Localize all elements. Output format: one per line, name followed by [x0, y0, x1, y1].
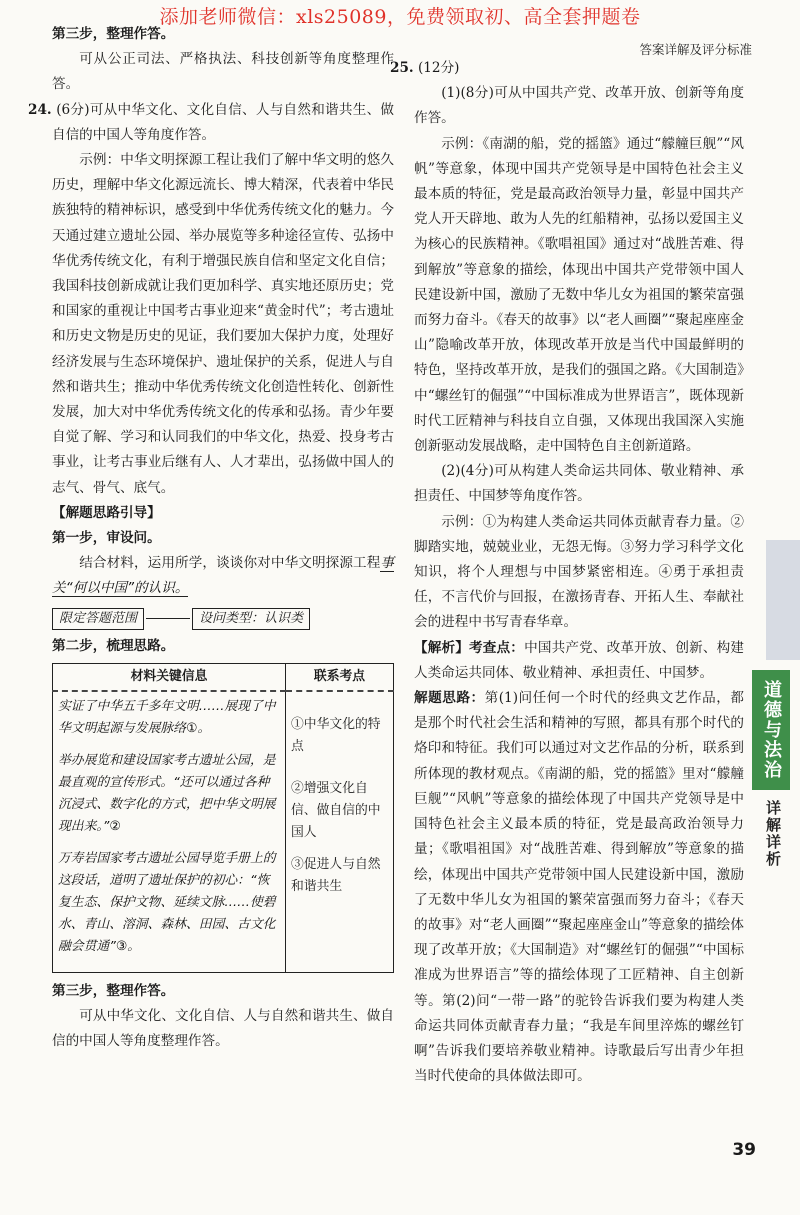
question-25	[390, 56, 744, 81]
kaodian-text: 中国共产党、改革开放、创新、构建人类命运共同体、敬业精神、承担责任、中国梦。	[414, 639, 745, 681]
example-paragraph: 示例：①为构建人类命运共同体贡献青春力量。②脚踏实地，兢兢业业，无怨无悔。③努力学习科学文化知识，将个人理想与中国梦紧密相连。④勇于承担责任，不言代价与回报，在激扬青春、开拓人生、奉献社会的进程中书写青春华章。	[414, 513, 744, 631]
question-number: 25.	[390, 60, 414, 76]
paragraph: 可从公正司法、严格执法、科技创新等角度整理作答。	[52, 51, 394, 93]
prompt-text: 结合材料，运用所学，谈谈你对中华文明探源工程	[79, 555, 381, 572]
example-paragraph: 示例：中华文明探源工程让我们了解中华文明的悠久历史，理解中华文化源远流长、博大精深，代表着中华民族独特的精神标识，感受到中华优秀传统文化的魅力。今天通过建立遗址公园、举办展览等多种途径宣传、弘扬中华优秀传统文化，有利于增强民族自信和坚定文化自信；我国科技创新成就让我们更加科学、真实地还原历史；党和国家的重视让中国考古事业迎来“黄金时代”；考古遗址和历史文物是历史的见证，我们要加大保护力度，处理好经济发展与生态环境保护、遗址保护的关系，促进人与自然和谐共生；推动中华优秀传统文化创造性转化、创新性发展，加大对中华优秀传统文化的传承和弘扬。青少年要自觉了解、学习和认同我们的中华文化，热爱、投身考古事业，让考古事业后继有人、人才辈出，弘扬做中国人的志气、骨气、底气。	[52, 152, 394, 496]
point-item: ③促进人与自然和谐共生	[291, 856, 381, 894]
side-strip	[766, 540, 800, 660]
analysis-kaodian	[414, 636, 744, 686]
step-title: 第二步，梳理思路。	[52, 637, 175, 654]
question-24	[28, 98, 394, 148]
step-title: 第三步，整理作答。	[52, 26, 175, 42]
left-column	[28, 22, 394, 1054]
annotation-boxes	[52, 608, 394, 630]
kaodian-label: 考查点：	[469, 639, 525, 656]
question-prompt	[52, 551, 394, 601]
analysis-label: 【解析】	[414, 639, 470, 656]
connector-line	[146, 618, 190, 619]
table-header: 联系考点	[286, 663, 394, 691]
step-title: 第一步，审设问。	[52, 530, 161, 547]
header-title: 答案详解及评分标准	[639, 42, 752, 57]
guide-title: 【解题思路引导】	[52, 504, 161, 521]
paragraph: (1)(8分)可从中国共产党、改革开放、创新等角度作答。	[414, 85, 744, 127]
table-header: 材料关键信息	[53, 663, 286, 691]
paragraph: (2)(4分)可从构建人类命运共同体、敬业精神、承担责任、中国梦等角度作答。	[414, 463, 744, 505]
question-text: (6分)可从中华文化、文化自信、人与自然和谐共生、做自信的中国人等角度作答。	[52, 101, 394, 143]
step-title: 第三步，整理作答。	[52, 982, 175, 999]
page-number: 39	[732, 1140, 756, 1160]
silu-text: 第(1)问任何一个时代的经典文艺作品，都是那个时代社会生活和精神的写照，都具有那个时代的烙印和特征。我们可以通过对文艺作品的分析，联系到所体现的教材观点。《南湖的船，党的摇篮》里对“艨艟巨舰”“风帆”等意象的描绘体现了中国共产党领导是中国特色社会主义最本质的特征，党是最高政治领导力量；《歌唱祖国》对“战胜苦难、得到解放”等意象的描绘，体现出中国共产党带领中国人民建设新中国，激励了无数中华儿女为祖国的繁荣富强而努力奋斗；《春天的故事》对“老人画圈”“聚起座座金山”等意象的描绘体现了改革开放；《大国制造》对“螺丝钉的倔强”“中国标准成为世界语言”等的描绘体现了工匠精神、自主创新等。第(2)问“一带一路”的驼铃告诉我们要为构建人类命运共同体贡献青春力量；“我是车间里淬炼的螺丝钉啊”告诉我们要培养敬业精神。诗歌最后写出青少年担当时代使命的具体做法即可。	[414, 690, 744, 1085]
subject-tab: 道德与法治	[752, 670, 790, 790]
key-info-table	[52, 663, 394, 973]
info-item: 实证了中华五千多年文明……展现了中华文明起源与发展脉络①。	[58, 698, 276, 736]
point-item: ①中华文化的特点	[291, 716, 381, 754]
point-item: ②增强文化自信、做自信的中国人	[291, 780, 381, 840]
question-number: 24.	[28, 101, 52, 118]
watermark-text: 添加老师微信：xls25089，免费领取初、高全套押题卷	[159, 6, 641, 28]
type-box: 设问类型：认识类	[192, 608, 310, 630]
paragraph: 可从中华文化、文化自信、人与自然和谐共生、做自信的中国人等角度整理作答。	[52, 1008, 394, 1050]
range-box: 限定答题范围	[52, 608, 144, 630]
info-item: 举办展览和建设国家考古遗址公园，是最直观的宣传形式。“还可以通过各种沉浸式、数字化的方式，把中华文明展现出来。”②	[58, 752, 276, 834]
table-cell-points	[286, 691, 394, 973]
silu-label: 解题思路：	[414, 690, 485, 707]
right-column	[390, 56, 745, 1089]
info-item: 万寿岩国家考古遗址公园导览手册上的这段话，道明了遗址保护的初心：“恢复生态、保护文物、延续文脉……使碧水、青山、溶洞、森林、田园、古文化融会贯通”③。	[58, 850, 276, 954]
analysis-silu	[414, 686, 744, 1089]
example-paragraph: 示例：《南湖的船，党的摇篮》通过“艨艟巨舰”“风帆”等意象，体现中国共产党领导是中国特色社会主义最本质的特征，党是最高政治领导力量，彰显中国共产党人开天辟地、敢为人先的红船精神，弘扬以爱国主义为核心的民族精神。《歌唱祖国》通过对“战胜苦难、得到解放”等意象的描绘，体现出中国共产党带领中国人民建设新中国，激励了无数中华儿女为祖国的繁荣富强而努力奋斗。《春天的故事》以“老人画圈”“聚起座座金山”隐喻改革开放，体现改革开放是当代中国最鲜明的特色，坚持改革开放，是我们的强国之路。《大国制造》中“螺丝钉的倔强”“中国标准成为世界语言”，既体现新时代工匠精神与科技自立自强，又体现出我国深入实施创新驱动发展战略，走中国特色自主创新道路。	[414, 135, 744, 455]
question-score: (12分)	[417, 60, 460, 76]
table-cell-info	[53, 691, 286, 973]
section-tab: 详解详析	[764, 800, 782, 868]
handwritten-underline: 事关“何以中国”的认识。	[52, 555, 394, 597]
